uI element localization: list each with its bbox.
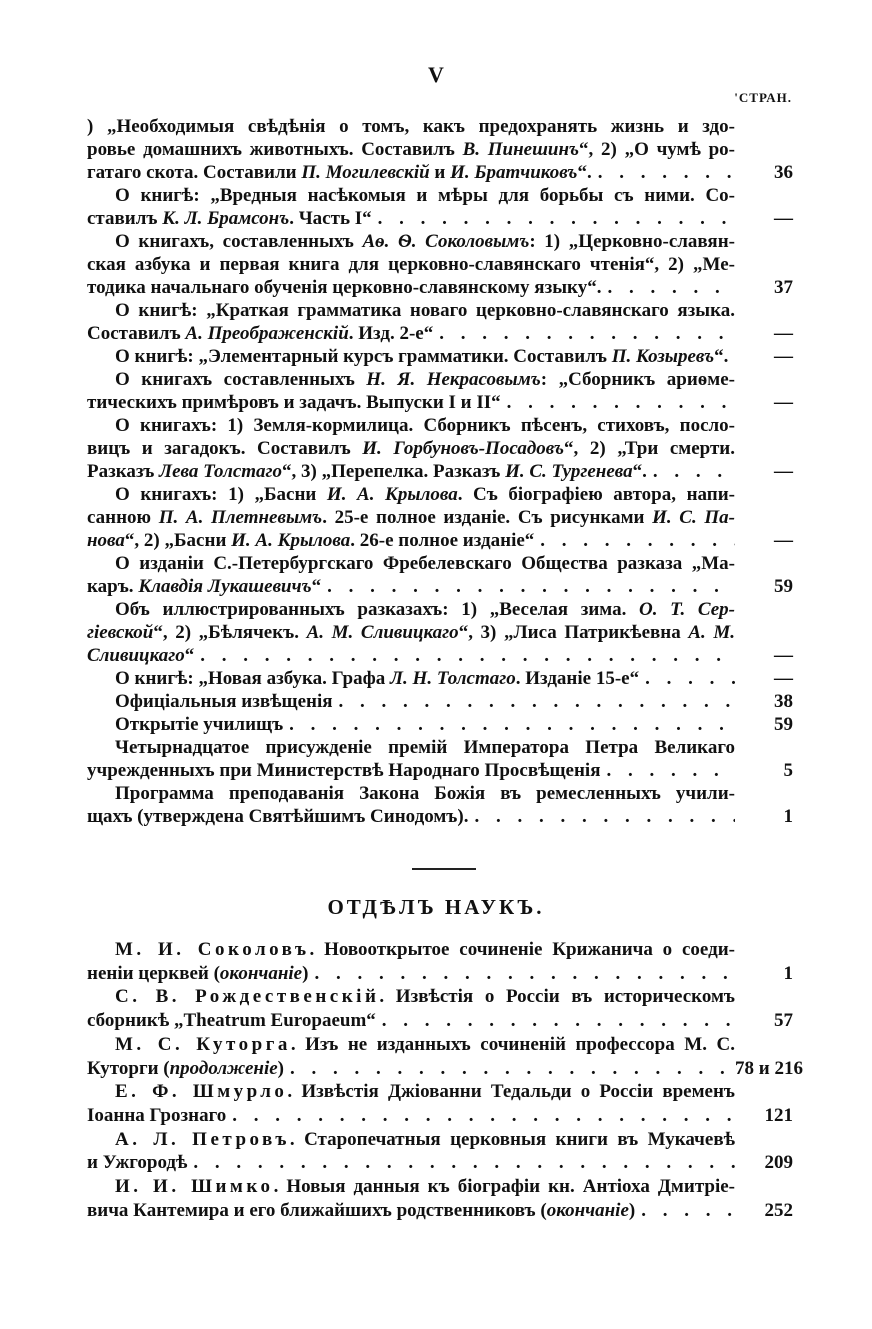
italic-text: И. А. Крылова	[326, 484, 458, 505]
toc-entry	[87, 483, 793, 552]
entry-line	[87, 1199, 793, 1223]
entry-text	[87, 276, 601, 299]
italic-text: И. С. Тургенева	[505, 461, 633, 482]
text-segment: тическихъ примѣровъ и задачъ. Выпуски I и II“	[87, 392, 501, 413]
text-segment: . Съ біографіею автора, напи-	[457, 484, 735, 505]
dot-leader	[333, 690, 735, 713]
toc-entry	[87, 299, 793, 345]
entry-line	[87, 621, 735, 644]
page-number: 59	[774, 714, 793, 735]
entry-line	[87, 345, 793, 368]
page-number: —	[774, 323, 793, 344]
italic-text: И. Горбуновъ-Посадовъ	[362, 438, 565, 459]
text-segment: каръ.	[87, 576, 139, 597]
entry-line	[87, 598, 735, 621]
section-divider	[412, 868, 476, 870]
entry-line	[87, 322, 793, 345]
dot-leader	[601, 276, 735, 299]
toc-entry	[87, 1080, 793, 1127]
dot-leader	[376, 1009, 735, 1033]
dot-leader	[433, 322, 735, 345]
page-number: 59	[774, 576, 793, 597]
author-name: М. С. Куторга	[115, 1033, 291, 1055]
italic-text: П. А. Плетневымъ	[158, 507, 323, 528]
entry-line	[87, 805, 793, 828]
italic-text: К. Л. Брамсонъ	[162, 208, 290, 229]
entry-text	[87, 460, 647, 483]
page-number: —	[774, 530, 793, 551]
entry-line	[87, 299, 735, 322]
italic-text: Аѳ. Ѳ. Соколовымъ	[362, 231, 530, 252]
text-segment: “, 3) „Лиса Патрикѣевна	[458, 622, 689, 643]
text-segment: Іоанна Грознаго	[87, 1104, 227, 1126]
entry-text	[87, 575, 321, 598]
text-segment: ская азбука и первая книга для церковно-славянскаго чтенія“, 2) „Ме-	[87, 254, 735, 275]
text-segment: О книгѣ: „Вредныя насѣкомыя и мѣры для борьбы съ ними. Со-	[115, 185, 735, 206]
page-number: 252	[764, 1199, 793, 1221]
toc-entry	[87, 115, 793, 184]
entry-text	[87, 322, 433, 345]
page-number: 209	[764, 1152, 793, 1174]
toc-entry	[87, 368, 793, 414]
entry-line	[87, 1175, 735, 1199]
text-segment: и	[429, 162, 451, 183]
dot-leader	[647, 460, 735, 483]
toc-entry	[87, 690, 793, 713]
toc-entry	[87, 1128, 793, 1175]
text-segment: О книгѣ: „Новая азбука. Графа	[115, 668, 390, 689]
page-number: —	[774, 346, 793, 367]
text-segment: “, 3) „Перепелка. Разказъ	[282, 461, 506, 482]
author-name: М. И. Соколовъ	[115, 939, 310, 960]
page-number: 5	[783, 760, 793, 781]
italic-text: окончаніе	[219, 962, 303, 984]
entry-line	[87, 253, 735, 276]
entry-line	[87, 207, 793, 230]
text-segment: Составилъ	[87, 323, 186, 344]
dot-leader	[600, 759, 735, 782]
dot-leader	[635, 1199, 735, 1223]
text-segment: “.	[714, 346, 729, 367]
page-number: 37	[774, 277, 793, 298]
text-segment: ровье домашнихъ животныхъ. Составилъ	[87, 139, 463, 160]
italic-text: Н. Я. Некрасовымъ	[366, 369, 541, 390]
italic-text: А. М.	[688, 622, 736, 643]
text-segment: О книгахъ: 1) Земля-кормилица. Сборникъ пѣсенъ, стиховъ, посло-	[115, 415, 735, 436]
entry-line	[87, 1080, 735, 1104]
toc-section-official	[87, 115, 793, 828]
entry-line	[87, 184, 735, 207]
dot-leader	[372, 207, 735, 230]
italic-text: А. М. Сливицкаго	[306, 622, 459, 643]
italic-text: продолженіе	[169, 1057, 278, 1079]
toc-entry	[87, 736, 793, 782]
text-segment: тодика начальнаго обученія церковно-славянскому языку“.	[87, 277, 602, 298]
text-segment: вицъ и загадокъ. Составилъ	[87, 438, 363, 459]
toc-entry	[87, 184, 793, 230]
page-number: 1	[783, 962, 793, 984]
page-number: —	[774, 392, 793, 413]
dot-leader	[283, 713, 735, 736]
entry-line	[87, 690, 793, 713]
entry-line	[87, 483, 735, 506]
entry-line	[87, 460, 793, 483]
entry-text	[87, 529, 534, 552]
dot-leader	[534, 529, 735, 552]
text-segment: . 25-е полное изданіе. Съ рисунками	[322, 507, 653, 528]
text-segment: учрежденныхъ при Министерствѣ Народнаго Просвѣщенія	[87, 760, 601, 781]
section-heading: ОТДѢЛЪ НАУКЪ.	[327, 895, 545, 919]
toc-entry	[87, 667, 793, 690]
dot-leader	[592, 161, 735, 184]
text-segment: Объ иллюстрированныхъ разказахъ: 1) „Веселая зима.	[115, 599, 639, 620]
page-number: —	[774, 668, 793, 689]
entry-text	[87, 962, 308, 986]
text-segment: )	[277, 1057, 284, 1079]
dot-leader	[639, 667, 735, 690]
entry-line	[87, 1104, 793, 1128]
text-segment: О книгахъ: 1) „Басни	[115, 484, 327, 505]
text-segment: щахъ (утверждена Святѣйшимъ Синодомъ).	[87, 806, 469, 827]
text-segment: санною	[87, 507, 159, 528]
italic-text: И. Братчиковъ	[450, 162, 578, 183]
toc-entry	[87, 985, 793, 1032]
italic-text: Сливицкаго	[87, 645, 185, 666]
entry-text	[87, 161, 592, 184]
text-segment: неніи церквей (	[87, 962, 220, 984]
italic-text: Л. Н. Толстаго	[390, 668, 516, 689]
entry-line	[87, 506, 735, 529]
page-column-header: 'СТРАН.	[734, 90, 792, 105]
entry-line	[87, 437, 735, 460]
entry-line	[87, 575, 793, 598]
text-segment: . Изданіе 15-е“	[515, 668, 640, 689]
dot-leader	[226, 1104, 735, 1128]
text-segment: О книгахъ, составленныхъ	[115, 231, 363, 252]
text-segment: . Новыя данныя къ біографіи кн. Антіоха Дмитріе-	[273, 1176, 735, 1198]
entry-text	[87, 805, 468, 828]
text-segment: Четырнадцатое присужденіе премій Императора Петра Великаго	[115, 737, 735, 758]
text-segment: “	[311, 576, 322, 597]
author-name: Е. Ф. Шмурло	[115, 1081, 288, 1103]
entry-text	[87, 207, 372, 230]
entry-line	[87, 1057, 803, 1081]
page-folio: V	[428, 62, 444, 87]
text-segment: “	[184, 645, 195, 666]
text-segment: . Извѣстія Джіованни Тедальди о Россіи временъ	[287, 1081, 735, 1103]
text-segment: гатаго скота. Составили	[87, 162, 302, 183]
text-segment: Программа преподаванія Закона Божія въ ремесленныхъ учили-	[115, 783, 735, 804]
entry-line	[87, 230, 735, 253]
text-segment: “, 2) „Три смерти.	[564, 438, 735, 459]
italic-text: Лева Толстаго	[159, 461, 283, 482]
dot-leader	[321, 575, 735, 598]
entry-line	[87, 1151, 793, 1175]
page-number: 57	[774, 1010, 793, 1032]
italic-text: А. Преображенскій	[185, 323, 349, 344]
text-segment: ) „Необходимыя свѣдѣнія о томъ, какъ предохранять жизнь и здо-	[87, 116, 735, 137]
italic-text: П. Козыревъ	[611, 346, 715, 367]
entry-line	[87, 115, 735, 138]
dot-leader	[468, 805, 735, 828]
toc-entry	[87, 414, 793, 483]
text-segment: Разказъ	[87, 461, 160, 482]
page-number: —	[774, 645, 793, 666]
author-name: А. Л. Петровъ	[115, 1128, 290, 1150]
entry-line	[87, 1009, 793, 1033]
entry-line	[87, 713, 793, 736]
text-segment: ставилъ	[87, 208, 163, 229]
text-segment: О книгѣ: „Краткая грамматика новаго церковно-славянскаго языка.	[115, 300, 735, 321]
toc-entry	[87, 345, 793, 368]
entry-line	[87, 161, 793, 184]
italic-text: В. Пинешинъ	[462, 139, 580, 160]
italic-text: окончаніе	[546, 1199, 629, 1221]
entry-text	[87, 391, 501, 414]
text-segment: О книгахъ составленныхъ	[115, 369, 367, 390]
entry-text	[87, 759, 600, 782]
entry-line	[87, 529, 793, 552]
entry-line	[87, 667, 793, 690]
entry-text	[87, 644, 194, 667]
toc-section-sciences	[87, 938, 803, 1222]
text-segment: О изданіи С.-Петербургскаго Фребелевскаго Общества разказа „Ма-	[115, 553, 735, 574]
entry-line	[87, 962, 793, 986]
dot-leader	[501, 391, 735, 414]
author-name: С. В. Рождественскій	[115, 986, 380, 1008]
entry-line	[87, 985, 735, 1009]
entry-text	[87, 1151, 187, 1175]
entry-text	[87, 1057, 284, 1081]
text-segment: сборникѣ „Theatrum Europaeum“	[87, 1010, 376, 1032]
entry-line	[87, 138, 735, 161]
entry-line	[87, 1128, 735, 1152]
entry-text	[87, 1199, 635, 1223]
entry-line	[87, 368, 735, 391]
entry-text	[115, 345, 728, 368]
toc-entry	[87, 938, 793, 985]
toc-entry	[87, 552, 793, 598]
italic-text: И. А. Крылова	[231, 530, 351, 551]
text-segment: О книгѣ: „Элементарный курсъ грамматики. Составилъ	[115, 346, 612, 367]
toc-entry	[87, 230, 793, 299]
toc-entry	[87, 782, 793, 828]
entry-line	[87, 644, 793, 667]
entry-text	[87, 1104, 226, 1128]
entry-line	[87, 414, 735, 437]
entry-line	[87, 276, 793, 299]
entry-line	[87, 782, 735, 805]
italic-text: гіевской	[87, 622, 154, 643]
italic-text: Клавдія Лукашевичъ	[138, 576, 312, 597]
page-number: 36	[774, 162, 793, 183]
text-segment: . Изъ не изданныхъ сочиненій профессора М. С.	[290, 1033, 735, 1055]
entry-line	[87, 1033, 735, 1057]
author-name: И. И. Шимко	[115, 1176, 274, 1198]
italic-text: О. Т. Сер-	[639, 599, 735, 620]
toc-entry	[87, 713, 793, 736]
page-number: —	[774, 208, 793, 229]
entry-text	[115, 667, 639, 690]
page-number: 121	[764, 1104, 793, 1126]
entry-text	[87, 1009, 376, 1033]
entry-text	[115, 713, 283, 736]
entry-line	[87, 759, 793, 782]
page-number: 78 и 216	[735, 1057, 803, 1079]
entry-text	[115, 690, 333, 713]
toc-entry	[87, 1175, 793, 1222]
text-segment: и Ужгородѣ	[87, 1152, 188, 1174]
italic-text: П. Могилевскій	[301, 162, 430, 183]
text-segment: )	[628, 1199, 636, 1221]
text-segment: . Новооткрытое сочиненіе Крижанича о соеди-	[309, 939, 735, 960]
text-segment: )	[302, 962, 309, 984]
italic-text: И. С. Па-	[652, 507, 735, 528]
italic-text: нова	[87, 530, 125, 551]
text-segment: “.	[577, 162, 592, 183]
entry-line	[87, 938, 735, 962]
text-segment: . Часть I“	[289, 208, 372, 229]
entry-line	[87, 736, 735, 759]
text-segment: . 26-е полное изданіе“	[350, 530, 535, 551]
toc-entry	[87, 1033, 803, 1080]
text-segment: : „Сборникъ ариѳме-	[540, 369, 735, 390]
text-segment: “.	[632, 461, 647, 482]
text-segment: “, 2) „Басни	[124, 530, 232, 551]
text-segment: Открытіе училищъ	[115, 714, 284, 735]
entry-line	[87, 391, 793, 414]
page-number: —	[774, 461, 793, 482]
dot-leader	[308, 962, 735, 986]
text-segment: . Изд. 2-е“	[348, 323, 434, 344]
text-segment: “, 2) „О чумѣ ро-	[579, 139, 736, 160]
dot-leader	[187, 1151, 735, 1175]
dot-leader	[194, 644, 735, 667]
page-number: 38	[774, 691, 793, 712]
text-segment: . Старопечатныя церковныя книги въ Мукачевѣ	[289, 1128, 735, 1150]
toc-entry	[87, 598, 793, 667]
text-segment: : 1) „Церковно-славян-	[529, 231, 735, 252]
page-number: 1	[783, 806, 793, 827]
text-segment: . Извѣстія о Россіи въ историческомъ	[379, 986, 735, 1008]
dot-leader	[284, 1057, 735, 1081]
text-segment: вича Кантемира и его ближайшихъ родственниковъ (	[87, 1199, 547, 1221]
text-segment: Куторги (	[87, 1057, 170, 1079]
entry-line	[87, 552, 735, 575]
text-segment: Офиціальныя извѣщенія	[115, 691, 333, 712]
text-segment: “, 2) „Бѣлячекъ.	[153, 622, 307, 643]
